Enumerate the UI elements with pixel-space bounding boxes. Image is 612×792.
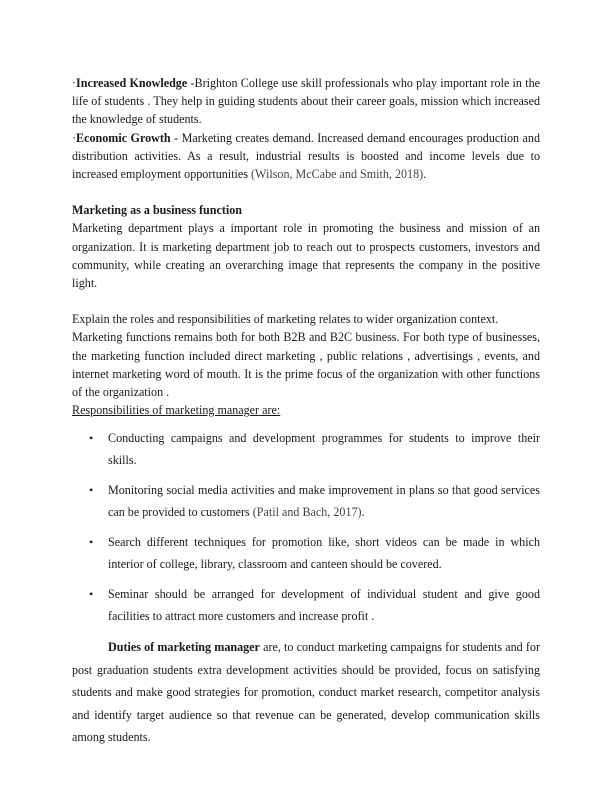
section-heading-marketing-function: Marketing as a business function — [72, 203, 243, 218]
paragraph-end: . — [423, 167, 427, 182]
paragraph-duties — [72, 636, 540, 749]
bullet-marker: · — [72, 130, 77, 145]
term-economic-growth: Economic Growth — [76, 130, 171, 145]
paragraph-text: - Marketing creates demand. Increased demand encourages production and distribution activities. As a result, industrial results is boosted and income levels due to increased employment opportunities — [72, 130, 540, 182]
term-increased-knowledge: Increased Knowledge — [76, 76, 188, 90]
list-item-text: Monitoring social media activities and make improvement in plans so that good services can be provided to customers — [108, 483, 540, 519]
bullet-icon: • — [89, 483, 94, 498]
bullet-icon: • — [89, 587, 94, 602]
section-question: Explain the roles and responsibilities of marketing relates to wider organization context. — [72, 312, 499, 327]
paragraph-increased-knowledge — [72, 74, 540, 129]
bullet-icon: • — [89, 535, 94, 550]
responsibilities-list — [72, 428, 540, 627]
list-item — [72, 532, 540, 575]
section-body-marketing-function: Marketing department plays a important role in promoting the business and mission of an organization. It is marketing department job to reach out to prospects customers, investors and community, while creating an overarching image that represents the company in the positive light. — [72, 221, 540, 291]
paragraph-text: -Brighton College use skill professionals who play important role in the life of students . They help in guiding students about their career goals, mission which increased the knowledge of students. — [72, 76, 540, 127]
list-item — [72, 584, 540, 627]
paragraph-economic-growth — [72, 129, 540, 184]
list-item-end: . — [361, 504, 365, 519]
paragraph-text: are, to conduct marketing campaigns for students and for post graduation students extra development activities should be provided, focus on satisfying students and make good strategies for promotion, conduct market research, competitor analysis and identify target audience so that revenue can be generated, develop communication skills among students. — [72, 640, 540, 745]
section-body-functions: Marketing functions remains both for both B2B and B2C business. For both type of businesses, the marketing function included direct marketing , public relations , advertisings , events, and internet marketing word of mouth. It is the prime focus of the organization with other functions of the organization . — [72, 330, 540, 400]
bullet-icon: • — [89, 431, 94, 446]
document-page — [72, 74, 540, 749]
list-item-text: Conducting campaigns and development programmes for students to improve their skills. — [108, 431, 540, 467]
list-item — [72, 480, 540, 523]
responsibilities-heading: Responsibilities of marketing manager are: — [72, 403, 281, 418]
list-item-text: Search different techniques for promotion like, short videos can be made in which interior of college, library, classroom and canteen should be covered. — [108, 535, 540, 571]
citation: (Wilson, McCabe and Smith, 2018) — [251, 167, 424, 182]
list-item — [72, 428, 540, 471]
citation: (Patil and Bach, 2017) — [252, 504, 362, 519]
list-item-text: Seminar should be arranged for development of individual student and give good facilities to attract more customers and increase profit . — [108, 587, 540, 623]
bullet-marker: · — [72, 76, 77, 90]
term-duties: Duties of marketing manager — [108, 640, 260, 655]
